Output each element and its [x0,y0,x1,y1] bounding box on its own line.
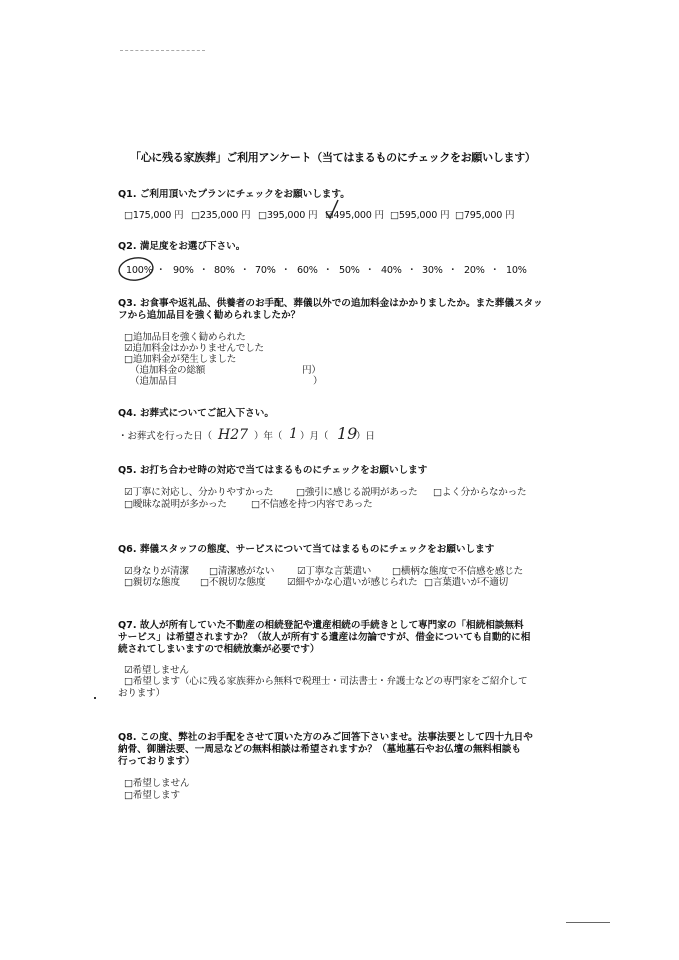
q1-option-395000[interactable]: □395,000 円 [258,210,318,221]
q2-separator: ・ [490,265,500,276]
q3-extra-items-end: ） [313,376,323,387]
q3-question-line2: フから追加品目を強く勧められましたか？ [118,310,301,321]
q4-month-label: ）月（ [300,431,329,442]
scan-artifact-top [120,50,205,53]
q1-option-795000[interactable]: □795,000 円 [455,210,515,221]
page-title: 「心に残る家族葬」ご利用アンケート（当てはまるものにチェックをお願いします） [130,151,536,164]
q2-separator: ・ [240,265,250,276]
q2-option-90[interactable]: 90% [173,265,194,276]
q5-option-distrust[interactable]: □不信感を持つ内容であった [251,499,373,510]
q6-option-unkind[interactable]: □不親切な態度 [200,577,266,588]
q6-option-unclean[interactable]: □清潔感がない [209,566,275,577]
q2-separator: ・ [199,265,209,276]
q4-year-label: ）年（ [254,431,283,442]
q2-option-50[interactable]: 50% [339,265,360,276]
q3-option-no-extra-fee[interactable]: ☑追加料金はかかりませんでした [124,343,264,354]
q7-question-line3: 続されてしまいますので相続放棄が必要です） [118,644,320,655]
q3-extra-items-label: （追加品目 [130,376,177,387]
scan-artifact-bottom [566,922,610,923]
q2-separator: ・ [156,265,166,276]
q1-option-175000[interactable]: □175,000 円 [124,210,184,221]
q6-question: Q6. 葬儀スタッフの態度、サービスについて当てはまるものにチェックをお願いします [118,544,495,555]
q2-option-80[interactable]: 80% [214,265,235,276]
q5-question: Q5. お打ち合わせ時の対応で当てはまるものにチェックをお願いします [118,465,428,476]
q4-era-handwritten[interactable]: H27 [218,427,249,443]
q7-question-line1: Q7. 故人が所有していた不動産の相続登記や遺産相続の手続きとして専門家の「相続相談無料 [118,620,524,631]
q4-date-prefix: ・お葬式を行った日（ [118,431,212,442]
q3-extra-fee-unit: 円） [302,365,321,376]
q2-option-40[interactable]: 40% [381,265,402,276]
selection-circle-icon [116,255,156,283]
q2-option-60[interactable]: 60% [297,265,318,276]
q7-option-no[interactable]: ☑希望しません [124,665,189,676]
q2-separator: ・ [365,265,375,276]
scan-speck [94,697,96,699]
q7-option-yes-line2: おります） [118,688,165,699]
q2-separator: ・ [323,265,333,276]
q2-option-100[interactable]: 100% [126,265,153,276]
q8-option-yes[interactable]: □希望します [124,790,180,801]
q4-day-label: ）日 [356,431,375,442]
q4-day-handwritten[interactable]: 19 [337,424,358,443]
q1-option-235000[interactable]: □235,000 円 [191,210,251,221]
q6-option-kind[interactable]: □親切な態度 [124,577,180,588]
q5-option-polite[interactable]: ☑丁寧に対応し、分かりやすかった [124,487,274,498]
q5-option-unclear[interactable]: □よく分からなかった [433,487,527,498]
q1-option-495000[interactable]: ☑495,000 円 [325,210,384,221]
q4-month-handwritten[interactable]: 1 [289,426,298,442]
q6-option-attentive[interactable]: ☑細やかな心遣いが感じられた [287,577,418,588]
q2-separator: ・ [448,265,458,276]
q6-option-clean[interactable]: ☑身なりが清潔 [124,566,189,577]
q1-question: Q1. ご利用頂いたプランにチェックをお願いします。 [118,189,350,200]
q2-separator: ・ [407,265,417,276]
q8-question-line1: Q8. この度、弊社のお手配をさせて頂いた方のみご回答下さいませ。法事法要として四十九日や [118,732,533,743]
q2-option-10[interactable]: 10% [506,265,527,276]
q7-option-yes-line1[interactable]: □希望します（心に残る家族葬から無料で税理士・司法書士・弁護士などの専門家をご紹介して [124,676,528,687]
q6-option-polite-speech[interactable]: ☑丁寧な言葉遣い [297,566,372,577]
q6-option-improper-speech[interactable]: □言葉遣いが不適切 [424,577,509,588]
q2-separator: ・ [281,265,291,276]
q2-option-30[interactable]: 30% [422,265,443,276]
q3-question-line1: Q3. お食事や返礼品、供養者のお手配、葬儀以外での追加料金はかかりましたか。また葬儀スタッ [118,298,543,309]
q5-option-forceful[interactable]: □強引に感じる説明があった [296,487,418,498]
q2-option-70[interactable]: 70% [255,265,276,276]
q5-option-vague[interactable]: □曖昧な説明が多かった [124,499,227,510]
q8-question-line2: 納骨、御膳法要、一周忌などの無料相談は希望されますか？（墓地墓石やお仏壇の無料相談も [118,744,521,755]
q2-question: Q2. 満足度をお選び下さい。 [118,241,246,252]
q8-question-line3: 行っております） [118,756,195,767]
q6-option-arrogant[interactable]: □横柄な態度で不信感を感じた [392,566,523,577]
q4-question: Q4. お葬式についてご記入下さい。 [118,408,274,419]
q1-option-595000[interactable]: □595,000 円 [390,210,450,221]
q7-question-line2: サービス」は希望されますか？（故人が所有する遺産は勿論ですが、借金についても自動的に相 [118,632,531,643]
check-mark-icon [324,198,340,220]
q8-option-no[interactable]: □希望しません [124,778,190,789]
q3-extra-fee-total-label: （追加料金の総額 [130,365,206,376]
q3-option-extra-fee[interactable]: □追加料金が発生しました [124,354,237,365]
q3-option-pushed-items[interactable]: □追加品目を強く勧められた [124,332,246,343]
q2-option-20[interactable]: 20% [464,265,485,276]
